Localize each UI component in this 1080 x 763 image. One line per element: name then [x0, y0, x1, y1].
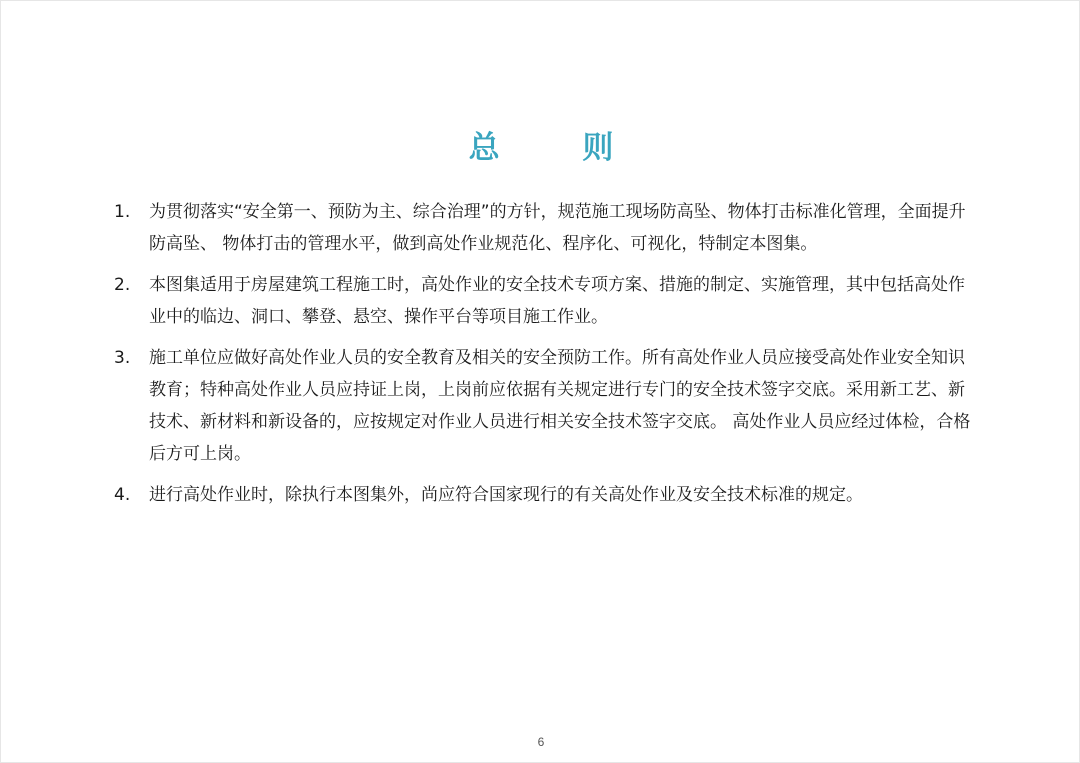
clause-text: 施工单位应做好高处作业人员的安全教育及相关的安全预防工作。所有高处作业人员应接受高处作业安全知识教育；特种高处作业人员应持证上岗，上岗前应依据有关规定进行专门的安全技术签字交底。采用新工艺、新技术、新材料和新设备的，应按规定对作业人员进行相关安全技术签字交底。 高处作业人员应经过体检，合格后方可上岗。	[149, 348, 971, 464]
clause-item	[114, 196, 974, 260]
clause-number: 1.	[114, 202, 131, 222]
clause-item	[114, 479, 974, 511]
clause-number: 3.	[114, 348, 131, 368]
clause-number: 4.	[114, 485, 131, 505]
clause-item	[114, 342, 974, 470]
clause-number: 2.	[114, 275, 131, 295]
page-title: 总 则	[468, 129, 650, 166]
clause-text: 进行高处作业时，除执行本图集外，尚应符合国家现行的有关高处作业及安全技术标准的规定。	[149, 485, 863, 505]
clause-list	[114, 196, 974, 520]
clause-text: 本图集适用于房屋建筑工程施工时，高处作业的安全技术专项方案、措施的制定、实施管理，其中包括高处作业中的临边、洞口、攀登、悬空、操作平台等项目施工作业。	[149, 275, 965, 327]
clause-text: 为贯彻落实“安全第一、预防为主、综合治理”的方针，规范施工现场防高坠、物体打击标准化管理，全面提升防高坠、 物体打击的管理水平，做到高处作业规范化、程序化、可视化，特制定本图集。	[149, 202, 966, 254]
page-number: 6	[537, 735, 545, 749]
clause-item	[114, 269, 974, 333]
